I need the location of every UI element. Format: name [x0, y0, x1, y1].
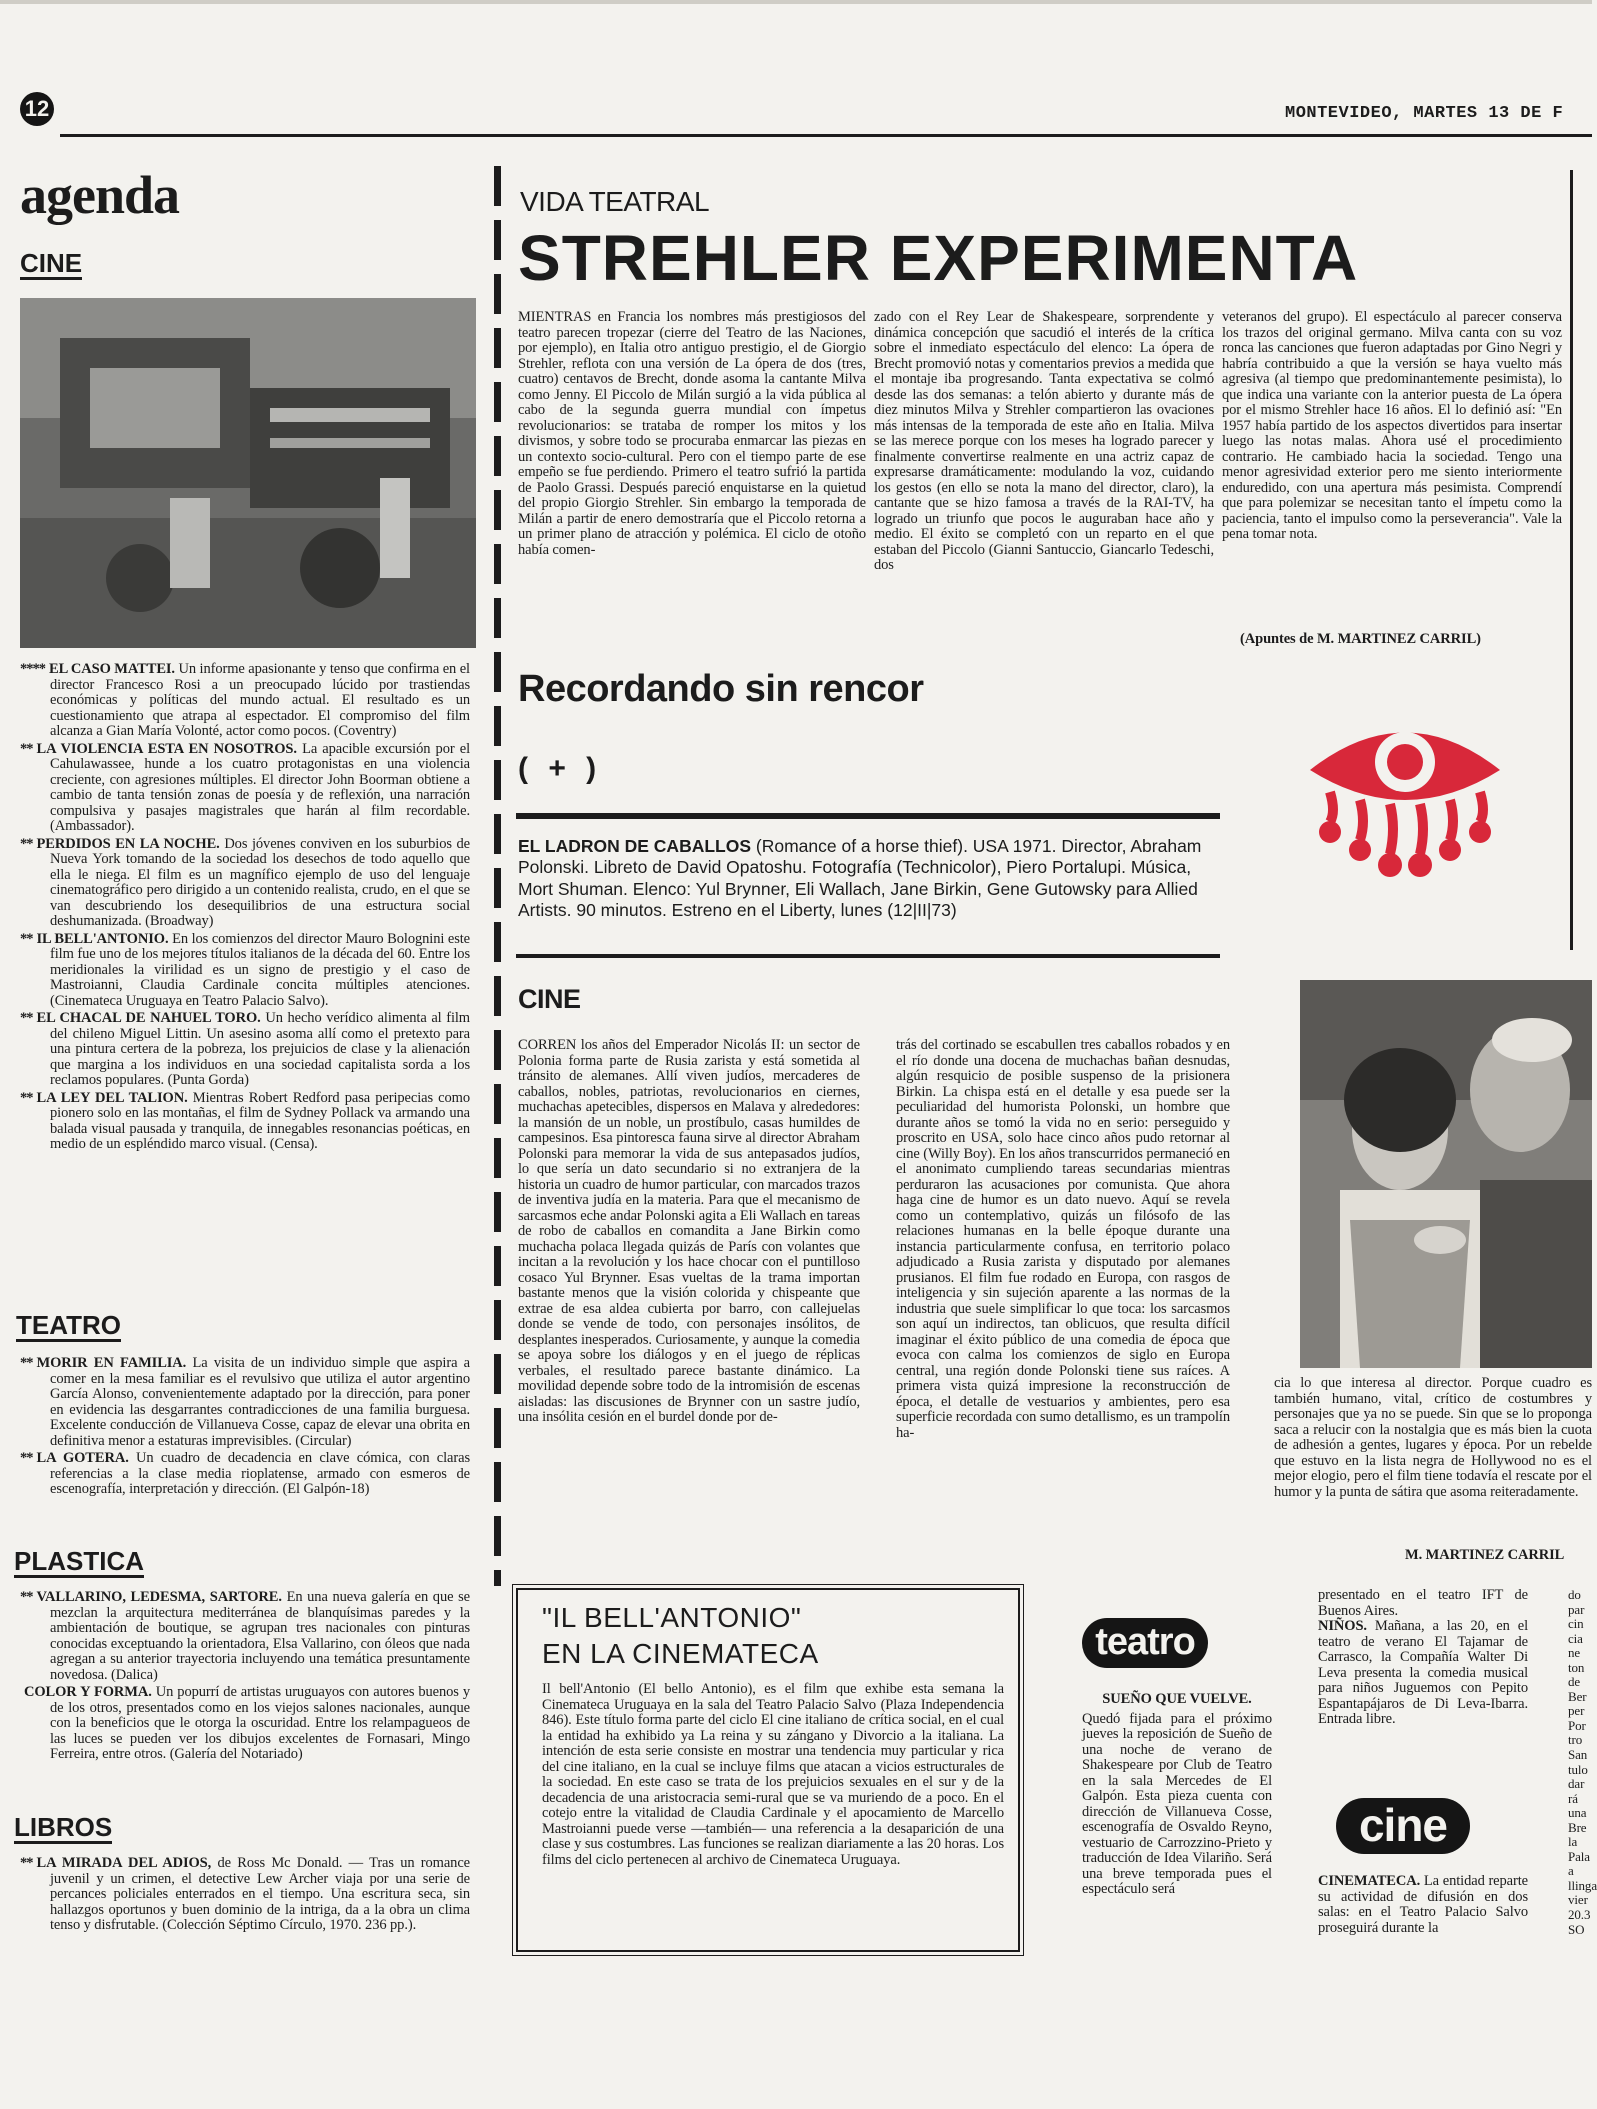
right-edge-rule — [1570, 170, 1573, 950]
right-edge-fragments: do par cin cia ne ton de Ber per Por tro San tulo dar rá una Bre la Pala a llinga vier 20.3 SO — [1568, 1587, 1597, 1937]
vida-teatral-col-3: veteranos del grupo). El espectáculo al parecer conserva los trazos del original germano. Milva canta con su voz ronca las canciones que fueron adaptadas por Gino Negri y habría contribuido a que la versión se haya vuelto más agresiva (al tiempo que predominantemente pesimista), lo que indica una variante con la anterior puesta de La ópera por el mismo Strehler hace 16 años. El lo definió así: "En 1957 había partido de los aspectos divertidos para insertar luego las notas malas. Ahora usé el procedimiento contrario. He cambiado hacia la sociedad. Tengo una menor agresividad exterior pero me siento interiormente enduredido, con una apertura más pesimista. Comprendí que para polemizar se necesitan tanto el ímpetu como la paciencia, tanto el impulso como la perseverancia". Vale la pena tomar nota. — [1222, 309, 1562, 542]
agenda-cine-item: ** IL BELL'ANTONIO. En los comienzos del director Mauro Bolognini este film fue uno de los mejores títulos italianos de la década del 60. Entre los meridionales la virilidad es un signo de prestigio y el caso de Mastroianni, Claudia Cardinale concita múltiples atenciones. (Cinemateca Uruguaya en Teatro Palacio Salvo). — [20, 930, 471, 1009]
cine-review-continuation: cia lo que interesa al director. Porque cuadro es también humano, vital, crítico de costumbres y personajes que ya no se puede. Sin que se lo proponga saca a relucir con la nostalgia que es más bien la cuota de adhesión a gentes, lugares y época. Por un rebelde que estuvo en la lista negra de Hollywood no es el mejor elogio, pero el film tiene todavía el rescate por el humor y la punta de sátira que asoma reiteradamente. — [1274, 1375, 1592, 1500]
film-still-image — [20, 298, 476, 648]
eye-illustration — [1300, 700, 1510, 910]
header-rule — [60, 134, 1592, 137]
teatro-box-body: Quedó fijada para el próximo jueves la reposición de Sueño de una noche de verano de Shakespeare por Club de Teatro en la sala Mercedes de El Galpón. Esta pieza cuenta con dirección de Villanueva Cosse, escenografía de Osvaldo Reyno, vestuario de Carrozzino-Prieto y traducción de Idea Vilariño. Será una breve temporada pues el espectáculo será — [1082, 1710, 1272, 1897]
agenda-cine-list — [20, 662, 470, 1155]
cine-box-subhead: CINEMATECA. — [1318, 1873, 1421, 1889]
cine-box — [1318, 1874, 1528, 1936]
recordando-title: Recordando sin rencor — [518, 668, 924, 710]
agenda-cine-heading: CINE — [20, 250, 82, 280]
agenda-teatro-list — [20, 1356, 470, 1500]
ninos-box — [1318, 1588, 1528, 1728]
dateline: MONTEVIDEO, MARTES 13 DE F — [1285, 104, 1564, 123]
cine-review-heading: CINE — [518, 984, 581, 1014]
recordando-rating: ( + ) — [518, 752, 603, 785]
page-number-badge — [20, 92, 54, 126]
vida-teatral-kicker: VIDA TEATRAL — [520, 186, 710, 217]
teatro-logo — [1082, 1618, 1208, 1668]
tearing-eye-icon — [1300, 700, 1510, 910]
agenda-cine-item: ** PERDIDOS EN LA NOCHE. Dos jóvenes conviven en los suburbios de Nueva York tomando de la sociedad los desechos de todo aquello que ella le niega. El film es un magnífico ejemplo de uso del lenguaje cinematográfico pero dirigido a un contenido realista, crudo, en el que se van descubriendo los desequilibrios de una estructura social deshumanizada. (Broadway) — [20, 835, 470, 929]
teatro-box-subhead: SUEÑO QUE VUELVE. — [1102, 1691, 1252, 1707]
cine-review-photo — [1300, 980, 1592, 1368]
teatro-box — [1082, 1692, 1272, 1898]
ninos-intro: presentado en el teatro IFT de Buenos Aires. — [1318, 1587, 1528, 1619]
agenda-cine-item: **** EL CASO MATTEI. Un informe apasionante y tenso que confirma en el director Francesco Rosi a un preocupado lúcido por trastiendas económicas y políticas del mundo actual. El resultado es un cuestionamiento que atrapa al espectador. El compromiso del film alcanza a Gian María Volonté, actor como pocos. (Coventry) — [20, 661, 470, 739]
cine-review-col-1: CORREN los años del Emperador Nicolás II: un sector de Polonia forma parte de Rusia zarista y está sometida al tránsito de alemanes. Allí viven judíos, mercaderes de caballos, nobles, patriotas, revolucionarios en ciernes, muchachas apetecibles, dispersos en Malava y alrededores: la mansión de un noble, un prostíbulo, casas humildes de campesinos. Esa pintoresca fauna sirve al director Abraham Polonski para memorar la vida de sus antepasados judíos, lo que sería un dato secundario si no extranjera de la historia un cuadro de humor particular, con marcados trazos de inventiva judía en la materia. Para que el mecanismo de sarcasmos eche andar Polonski agita a Eli Wallach en tareas de robo de caballos en comandita a Jane Birkin como muchacha polaca llegada quizás de París con volantes que incitan a la revolución y los hace chocar con el puntilloso cosaco Yul Brynner. Esas vueltas de la trama importan bastante menos que la visión colorida y chispeante que extrae de esa aldea cubierta por barro, con callejuelas donde se vende de todo, con personajes insólitos, de desplantes inesperados. Curiosamente, y aunque la comedia se apoya sobre los diálogos y en el juego de réplicas verbales, el resultado parece bastante dinámico. La movilidad depende sobre todo de la intromisión de escenas aisladas: las discusiones de Brynner con un sastre judío, una insólita cesión en el burdel donde por de- — [518, 1037, 860, 1425]
ninos-subhead: NIÑOS. — [1318, 1618, 1367, 1634]
cine-box-body: La entidad reparte su actividad de difusión en dos salas: en el Teatro Palacio Salvo proseguirá durante la — [1318, 1873, 1528, 1936]
agenda-film-photo — [20, 298, 476, 648]
film-couple-image — [1300, 980, 1592, 1368]
agenda-plastica-heading: PLASTICA — [14, 1548, 144, 1578]
cine-review-credit: M. MARTINEZ CARRIL — [1405, 1547, 1565, 1563]
recordando-rule-top — [516, 813, 1220, 819]
bellantonio-title-1: "IL BELL'ANTONIO" — [542, 1602, 802, 1633]
agenda-libros-heading: LIBROS — [14, 1814, 112, 1844]
agenda-plastica-item: COLOR Y FORMA. Un popurrí de artistas uruguayos con autores buenos y de los otros, presentados como en los viejos salones nacionales, aunque con la beneficios que le otorga la oscuridad. Entre los relampagueos de las luces se pueden ver los dibujos excelentes de Fornasari, Mingo Ferreira, entre otros. (Galería del Notariado) — [24, 1684, 470, 1762]
page-number: 12 — [24, 96, 50, 121]
agenda-cine-item: ** EL CHACAL DE NAHUEL TORO. Un hecho verídico alimenta al film del chileno Miguel Littin. Un asesino asoma allí como el pretexto para una pintura certera de la pobreza, los prejuicios de clase y la alienación que margina a los individuos en una sociedad capitalista sorda a los reclamos populares. (Punta Gorda) — [20, 1010, 470, 1088]
cine-review-col-2: trás del cortinado se escabullen tres caballos robados y en el río donde una docena de muchachas bañan desnudas, algún resquicio de posible suspenso de la prisionera Birkin. La chispa está en el detalle y esa puede ser la peculiaridad del humorista Polonski, un hombre que durante años se tomó la vida no en serio: perseguido y proscrito en USA, solo hace cinco años pudo retornar al cine (Willy Boy). En los años transcurridos permaneció en el anonimato cumpliendo tareas secundarias mientras perduraron las acusaciones por comunista. Que ahora haga cine de humor es un dato nuevo. Aquí se revela como un contemplativo, quizás un filósofo de las relaciones humanas en la belle époque durante una instancia particularmente confusa, en territorio polaco adjudicado a Rusia zarista y disputado por alemanes prusianos. El film fue rodado en Europa, con rasgos de inteligencia y sin sujeción aparente a las normas de la industria que suele simplificar lo que toca: los sarcasmos son aquí un indirectos, tan oblicuos, que resulta difícil imaginar el éxito público de una comedia de época que evoca con calma los comienzos de siglo en Europa central, una región donde Polonski tiene sus raíces. A primera vista quizá impresione la reconstrucción de época, el detalle de vestuarios y ambientes, pero esa superficie recordada con sumo detallismo, es un trampolín ha- — [896, 1037, 1230, 1441]
agenda-cine-item: ** LA VIOLENCIA ESTA EN NOSOTROS. La apacible excursión por el Cahulawassee, hunde a los cuatro protagonistas en una violencia creciente, con agresiones múltiples. El director John Boorman obtiene a cambio de tanta tensión zonas de poesía y de reflexión, una narración compulsiva y pasajes magistrales que harán al film recordable. (Ambassador). — [20, 740, 470, 834]
bellantonio-box — [516, 1588, 1020, 1952]
vida-teatral-col-1: MIENTRAS en Francia los nombres más prestigiosos del teatro parecen tropezar (cierre del Teatro de las Naciones, por ejemplo), en Italia otro antiguo prestigio, el de Giorgio Strehler, reflota con una versión de La ópera de dos (tres, cuatro) centavos de Brecht, donde asoma la cantante Milva como Jenny. El Piccolo de Milán surgió a la vida pública al cabo de la segunda guerra mundial con ímpetus revolucionarios: se trataba de romper los mitos y los divismos, y sobre todo se procuraba enmarcar las piezas en un contexto socio-cultural. Pero con el tiempo parte de ese empeño se fue perdiendo. Primero el teatro sufrió la partida de Paolo Grassi. Después pareció enquistarse en la quietud del propio Giorgio Strehler. Sin embargo la temporada de Milán a partir de enero demostraría que el Piccolo retorna a un primer plano de atracción y polémica. El ciclo de otoño había comen- — [518, 309, 866, 558]
agenda-libros-list — [20, 1856, 470, 1936]
recordando-film-title: EL LADRON DE CABALLOS — [518, 836, 752, 856]
column-divider — [494, 166, 501, 1586]
vida-teatral-headline: STREHLER EXPERIMENTA — [518, 222, 1359, 294]
top-edge — [0, 0, 1592, 4]
recordando-film-credits — [518, 836, 1218, 921]
agenda-plastica-item: ** VALLARINO, LEDESMA, SARTORE. En una nueva galería en que se mezclan la arquitectura mediterránea de blanquísimas paredes y la ambientación de boutique, se agrupan tres nacionales con pinturas conocidas exceptuando la orientadora, Elsa Vallarino, con óleos que nada agregan a su anterior trayectoria incluyendo una temática presuntamente novedosa. (Dalica) — [20, 1589, 470, 1683]
agenda-teatro-item: ** LA GOTERA. Un cuadro de decadencia en clave cómica, con claras referencias a la clase media rioplatense, armado con esmeros de escenografía, interpretación y dirección. (El Galpón-18) — [20, 1450, 471, 1497]
recordando-film-info: (Romance of a horse thief). USA 1971. Director, Abraham Polonski. Libreto de David Opatoshu. Fotografía (Technicolor), Piero Portalupi. Música, Mort Shuman. Elenco: Yul Brynner, Eli Wallach, Jane Birkin, Gene Gutowsky para Allied Artists. 90 minutos. Estreno en el Liberty, lunes (12|II|73) — [518, 836, 1202, 921]
recordando-rule-bottom — [516, 954, 1220, 958]
agenda-title: agenda — [20, 165, 180, 225]
agenda-plastica-list — [20, 1590, 470, 1765]
agenda-teatro-item: ** MORIR EN FAMILIA. La visita de un individuo simple que aspira a comer en la mesa familiar es el revulsivo que utiliza el autor argentino García Alonso, convenientemente adaptado por la dirección, para poner en evidencia las desgarrantes contradicciones de una familia burguesa. Excelente conducción de Villanueva Cosse, capaz de elevar una obrita en definitiva menor a estaturas imprevisibles. (Circular) — [20, 1355, 470, 1449]
agenda-cine-item: ** LA LEY DEL TALION. Mientras Robert Redford pasa peripecias como pionero solo en las montañas, el film de Sydney Pollack va armando una balada visual pausada y tranquila, de innegables resonancias poéticas, en medio de un espléndido marco visual. (Censa). — [20, 1089, 470, 1152]
agenda-teatro-heading: TEATRO — [16, 1312, 121, 1342]
bellantonio-title-2: EN LA CINEMATECA — [542, 1638, 819, 1669]
vida-teatral-col-2: zado con el Rey Lear de Shakespeare, sorprendente y dinámica concepción que sacudió el interés de la crítica sobre el inmediato espectáculo del elenco: La ópera de Brecht promovió notas y comentarios previos a medida que el montaje iba progresando. Tanta expectativa se colmó desde las dos semanas: a telón abierto y durante más de diez minutos Milva y Strehler compartieron las ovaciones más intensas de la temporada de este año en Italia. Milva se las merece porque con los meses ha logrado parecer y finalmente convertirse realmente en una actriz capaz de expresarse dramáticamente: modulando la voz, cuidando los gestos (en ello se nota la mano del director, claro), la cantante que se hizo famosa a través de la RAI-TV, ha logrado un triunfo que pocos le auguraban hace año y medio. El éxito se completó con un reparto en el que estaban del Piccolo (Gianni Santuccio, Giancarlo Tedeschi, dos — [874, 309, 1214, 573]
agenda-libros-item: ** LA MIRADA DEL ADIOS, de Ross Mc Donald. — Tras un romance juvenil y un crimen, el detective Lew Archer viaja por una serie de percances policiales enterrados en el tiempo. Una escritura seca, sin hallazgos oportunos y buen dominio de la intriga, da a la obra un clima tenso y disfrutable. (Colección Séptimo Círculo, 1970. 236 pp.). — [20, 1855, 471, 1933]
teatro-logo-text: teatro — [1095, 1621, 1195, 1663]
vida-teatral-credit: (Apuntes de M. MARTINEZ CARRIL) — [1240, 631, 1481, 647]
cine-logo — [1336, 1798, 1470, 1854]
bellantonio-body: Il bell'Antonio (El bello Antonio), es el film que exhibe esta semana la Cinemateca Uruguaya en la sala del Teatro Palacio Salvo (Plaza Independencia 846). Este título forma parte del ciclo El cine italiano de crítica social, en el cual la entidad ha exhibido ya La reina y su zángano y Divorcio a la italiana. La intención de esta serie consiste en mostrar una tendencia muy particular y rica del cine italiano, en la cual se incluye films que atacan a vicios estructurales de la sociedad. En este caso se trata de los prejuicios sexuales en el sur y de la decadencia de una aristocracia semi-rural que se va muriendo de a poco. En el cotejo entre la vitalidad de Claudia Cardinale y el apocamiento de Marcello Mastroianni puede verse —también— una referencia a la desaparición de una clase y sus costumbres. Las funciones se realizan diariamente a las 20 horas. Los films del ciclo pertenecen al archivo de Cinemateca Uruguaya. — [542, 1681, 1004, 1868]
ninos-body: Mañana, a las 20, en el teatro de verano El Tajamar de Carrasco, la Compañía Walter Di Leva presenta la comedia musical para niños Juguemos con Pepito Espantapájaros de Di Leva-Ibarra. Entrada libre. — [1318, 1618, 1528, 1727]
cine-logo-text: cine — [1358, 1799, 1448, 1851]
